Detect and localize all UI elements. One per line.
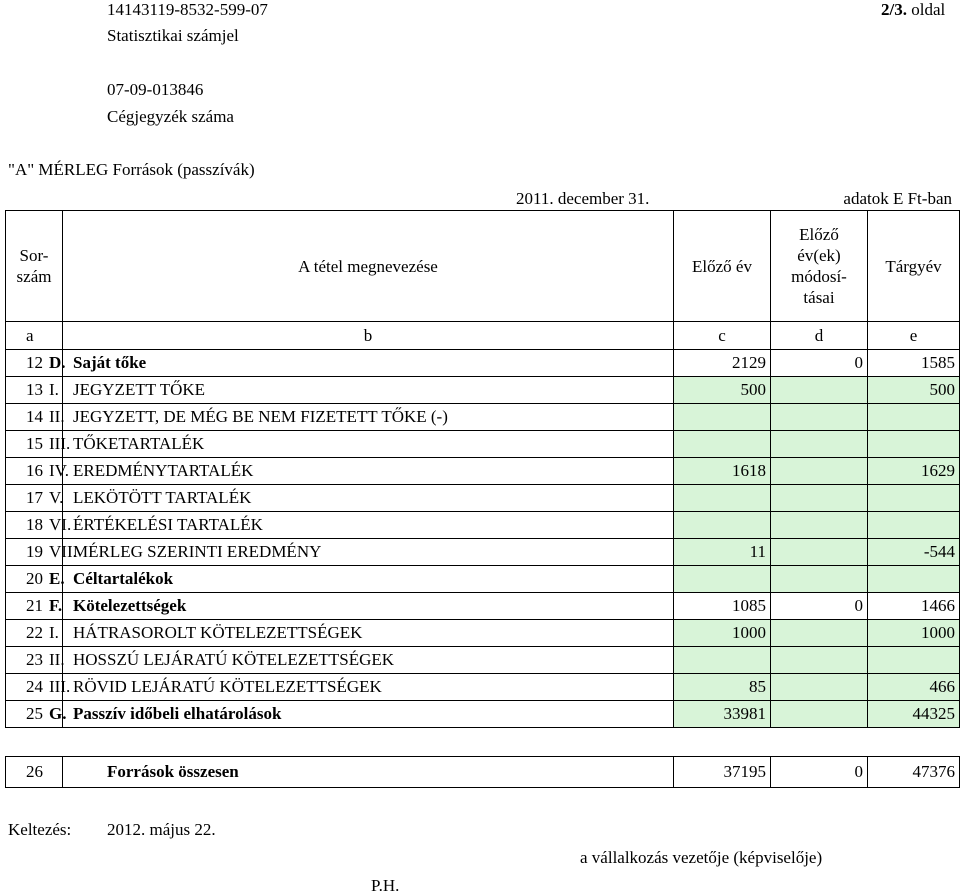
row-name: Passzív időbeli elhatárolások	[73, 704, 282, 723]
row-number: 22	[6, 620, 63, 647]
row-label	[49, 674, 674, 701]
row-name: Kötelezettségek	[73, 596, 187, 615]
row-current-value	[868, 404, 960, 431]
row-name: EREDMÉNYTARTALÉK	[73, 461, 254, 480]
row-name: MÉRLEG SZERINTI EREDMÉNY	[73, 542, 322, 561]
row-label	[49, 458, 674, 485]
row-name: Saját tőke	[73, 353, 147, 372]
page-word: oldal	[911, 0, 946, 19]
row-mod-value	[771, 377, 868, 404]
row-mod-value	[771, 512, 868, 539]
page-title: "A" MÉRLEG Források (passzívák)	[8, 160, 255, 179]
row-number: 16	[6, 458, 63, 485]
row-current-value: 44325	[868, 701, 960, 728]
row-number: 20	[6, 566, 63, 593]
row-label	[49, 620, 674, 647]
sign-date: 2012. május 22.	[107, 820, 216, 839]
row-prev-value: 2129	[674, 350, 771, 377]
row-number: 18	[6, 512, 63, 539]
row-code: III.	[49, 677, 71, 696]
row-mod-value	[771, 674, 868, 701]
balance-table	[5, 210, 960, 788]
row-label	[49, 539, 674, 566]
row-current-value: 500	[868, 377, 960, 404]
row-name: HÁTRASOROLT KÖTELEZETTSÉGEK	[73, 623, 363, 642]
row-mod-value	[771, 458, 868, 485]
row-current-value	[868, 566, 960, 593]
row-prev-value: 1085	[674, 593, 771, 620]
row-code: II.	[49, 650, 65, 669]
row-current-value	[868, 512, 960, 539]
row-name: TŐKETARTALÉK	[73, 434, 205, 453]
total-prev: 37195	[674, 757, 771, 788]
row-name: JEGYZETT, DE MÉG BE NEM FIZETETT TŐKE (-)	[73, 407, 448, 426]
row-number: 14	[6, 404, 63, 431]
row-current-value: -544	[868, 539, 960, 566]
row-prev-value: 500	[674, 377, 771, 404]
row-number: 23	[6, 647, 63, 674]
col-header-modifications: Előző év(ek) módosí- tásai	[771, 211, 868, 322]
row-number: 15	[6, 431, 63, 458]
row-mod-value	[771, 539, 868, 566]
page-number	[881, 0, 945, 20]
row-label	[49, 512, 674, 539]
row-code: IV.	[49, 461, 69, 480]
table-row	[6, 620, 960, 647]
row-label	[49, 377, 674, 404]
row-mod-value	[771, 566, 868, 593]
row-name: Céltartalékok	[73, 569, 174, 588]
row-prev-value: 11	[674, 539, 771, 566]
row-mod-value: 0	[771, 350, 868, 377]
table-row	[6, 485, 960, 512]
row-mod-value	[771, 431, 868, 458]
row-code: I.	[49, 380, 59, 399]
row-prev-value	[674, 485, 771, 512]
row-mod-value	[771, 485, 868, 512]
spacer-row	[6, 728, 960, 757]
reg-number-label: Cégjegyzék száma	[107, 107, 234, 126]
row-label	[49, 593, 674, 620]
row-number: 17	[6, 485, 63, 512]
row-label	[49, 350, 674, 377]
signer-caption: a vállalkozás vezetője (képviselője)	[580, 848, 823, 867]
row-name: HOSSZÚ LEJÁRATÚ KÖTELEZETTSÉGEK	[73, 650, 395, 669]
letter-e: e	[868, 322, 960, 350]
table-row	[6, 512, 960, 539]
row-prev-value: 85	[674, 674, 771, 701]
row-current-value: 1585	[868, 350, 960, 377]
letter-d: d	[771, 322, 868, 350]
stat-id: 14143119-8532-599-07	[107, 0, 268, 19]
row-mod-value	[771, 701, 868, 728]
row-code: I.	[49, 623, 59, 642]
letter-row	[6, 322, 960, 350]
letter-c: c	[674, 322, 771, 350]
row-current-value	[868, 485, 960, 512]
page-number-value: 2/3.	[881, 0, 907, 19]
row-name: RÖVID LEJÁRATÚ KÖTELEZETTSÉGEK	[73, 677, 382, 696]
table-row	[6, 431, 960, 458]
row-mod-value: 0	[771, 593, 868, 620]
col-header-sorszam: Sor- szám	[6, 211, 63, 322]
row-number: 19	[6, 539, 63, 566]
row-prev-value	[674, 566, 771, 593]
total-label: Források összesen	[63, 757, 674, 788]
balance-date: 2011. december 31.	[516, 189, 650, 208]
stat-id-label: Statisztikai számjel	[107, 26, 239, 45]
reg-number: 07-09-013846	[107, 80, 204, 99]
row-code: G.	[49, 704, 67, 723]
total-no: 26	[6, 757, 63, 788]
row-code: VII.	[49, 542, 77, 561]
row-code: II.	[49, 407, 65, 426]
row-number: 21	[6, 593, 63, 620]
row-number: 25	[6, 701, 63, 728]
row-current-value	[868, 647, 960, 674]
col-header-current: Tárgyév	[868, 211, 960, 322]
row-current-value: 1466	[868, 593, 960, 620]
date-label: Keltezés:	[8, 820, 72, 839]
row-mod-value	[771, 647, 868, 674]
total-mod: 0	[771, 757, 868, 788]
row-mod-value	[771, 620, 868, 647]
row-current-value: 466	[868, 674, 960, 701]
letter-a: a	[6, 322, 63, 350]
row-label	[49, 701, 674, 728]
table-row	[6, 458, 960, 485]
row-current-value	[868, 431, 960, 458]
row-label	[49, 647, 674, 674]
row-code: D.	[49, 353, 66, 372]
table-row	[6, 566, 960, 593]
row-code: V.	[49, 488, 64, 507]
row-current-value: 1629	[868, 458, 960, 485]
row-name: ÉRTÉKELÉSI TARTALÉK	[73, 515, 263, 534]
row-prev-value	[674, 512, 771, 539]
row-name: LEKÖTÖTT TARTALÉK	[73, 488, 252, 507]
row-prev-value: 1618	[674, 458, 771, 485]
row-number: 13	[6, 377, 63, 404]
row-name: JEGYZETT TŐKE	[73, 380, 206, 399]
table-row	[6, 701, 960, 728]
row-prev-value: 33981	[674, 701, 771, 728]
table-header-row	[6, 211, 960, 322]
row-label	[49, 404, 674, 431]
row-prev-value	[674, 404, 771, 431]
row-code: E.	[49, 569, 65, 588]
stamp-place: P.H.	[371, 876, 400, 895]
table-row	[6, 539, 960, 566]
table-row	[6, 350, 960, 377]
row-number: 12	[6, 350, 63, 377]
row-label	[49, 431, 674, 458]
row-prev-value	[674, 431, 771, 458]
units-note: adatok E Ft-ban	[843, 189, 952, 208]
row-label	[49, 485, 674, 512]
col-header-name: A tétel megnevezése	[63, 211, 674, 322]
row-label	[49, 566, 674, 593]
letter-b: b	[63, 322, 674, 350]
table-row	[6, 647, 960, 674]
row-code: VI.	[49, 515, 72, 534]
total-current: 47376	[868, 757, 960, 788]
row-current-value: 1000	[868, 620, 960, 647]
row-code: III.	[49, 434, 71, 453]
row-prev-value: 1000	[674, 620, 771, 647]
table-row	[6, 404, 960, 431]
row-prev-value	[674, 647, 771, 674]
total-row	[6, 757, 960, 788]
row-code: F.	[49, 596, 63, 615]
table-row	[6, 377, 960, 404]
table-row	[6, 674, 960, 701]
table-row	[6, 593, 960, 620]
col-header-prev: Előző év	[674, 211, 771, 322]
row-mod-value	[771, 404, 868, 431]
row-number: 24	[6, 674, 63, 701]
